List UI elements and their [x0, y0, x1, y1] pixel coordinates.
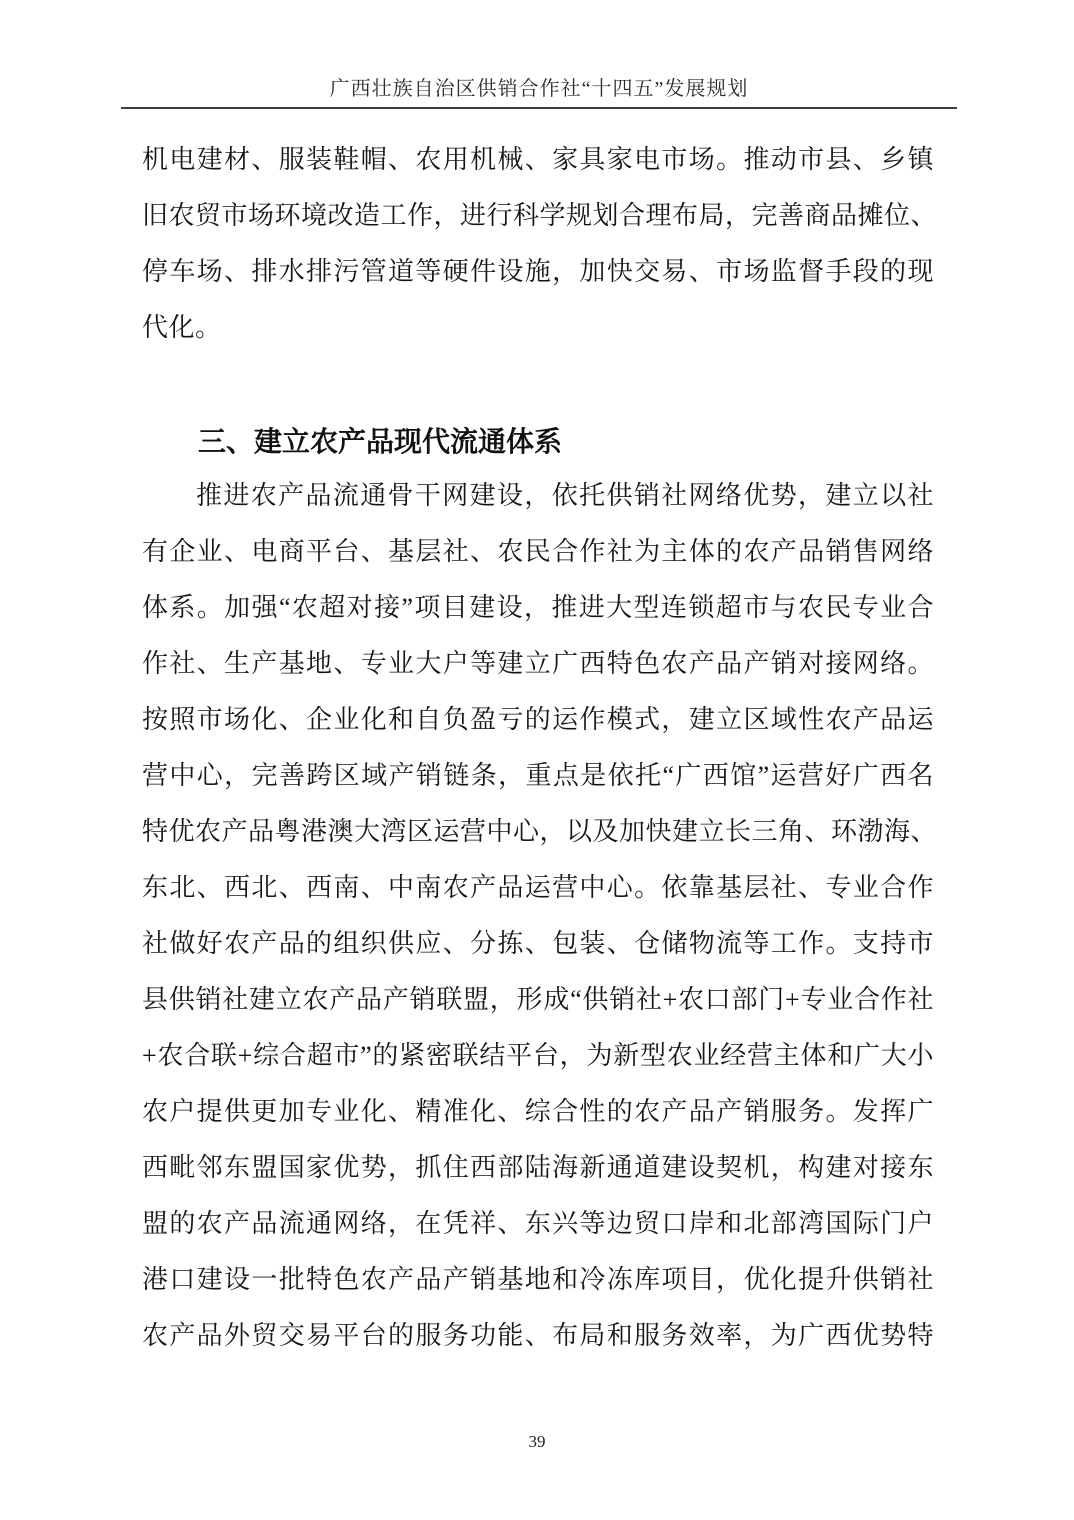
text-line: 港口建设一批特色农产品产销基地和冷冻库项目，优化提升供销社 [142, 1265, 934, 1294]
text-line: 有企业、电商平台、基层社、农民合作社为主体的农产品销售网络 [142, 537, 934, 566]
page-number: 39 [528, 1432, 546, 1451]
text-line: 体系。加强“农超对接”项目建设，推进大型连锁超市与农民专业合 [142, 593, 934, 622]
document-title: 广西壮族自治区供销合作社“十四五”发展规划 [329, 78, 749, 100]
text-line: 按照市场化、企业化和自负盈亏的运作模式，建立区域性农产品运 [142, 705, 934, 734]
text-line: 停车场、排水排污管道等硬件设施，加快交易、市场监督手段的现 [142, 257, 934, 286]
text-line: 营中心，完善跨区域产销链条，重点是依托“广西馆”运营好广西名 [142, 761, 934, 790]
page-header [121, 72, 957, 109]
paragraph-1 [142, 132, 938, 356]
text-line: 社做好农产品的组织供应、分拣、包装、仓储物流等工作。支持市 [142, 929, 934, 958]
text-line: +农合联+综合超市”的紧密联结平台，为新型农业经营主体和广大小 [142, 1041, 934, 1070]
text-line: 县供销社建立农产品产销联盟，形成“供销社+农口部门+专业合作社 [142, 985, 934, 1014]
text-line: 推进农产品流通骨干网建设，依托供销社网络优势，建立以社 [196, 481, 934, 510]
text-line: 东北、西北、西南、中南农产品运营中心。依靠基层社、专业合作 [142, 873, 934, 902]
text-line: 代化。 [142, 313, 222, 342]
paragraph-2 [142, 468, 938, 1364]
text-line: 特优农产品粤港澳大湾区运营中心，以及加快建立长三角、环渤海、 [142, 817, 938, 846]
text-line: 农产品外贸交易平台的服务功能、布局和服务效率，为广西优势特 [142, 1321, 934, 1350]
text-line: 旧农贸市场环境改造工作，进行科学规划合理布局，完善商品摊位、 [142, 201, 938, 230]
text-line: 机电建材、服装鞋帽、农用机械、家具家电市场。推动市县、乡镇 [142, 145, 934, 174]
page-footer [0, 1432, 1074, 1452]
text-line: 西毗邻东盟国家优势，抓住西部陆海新通道建设契机，构建对接东 [142, 1153, 934, 1182]
text-line: 农户提供更加专业化、精准化、综合性的农产品产销服务。发挥广 [142, 1097, 934, 1126]
section-heading: 三、建立农产品现代流通体系 [198, 426, 563, 457]
text-line: 盟的农产品流通网络，在凭祥、东兴等边贸口岸和北部湾国际门户 [142, 1209, 934, 1238]
text-line: 作社、生产基地、专业大户等建立广西特色农产品产销对接网络。 [142, 649, 934, 678]
